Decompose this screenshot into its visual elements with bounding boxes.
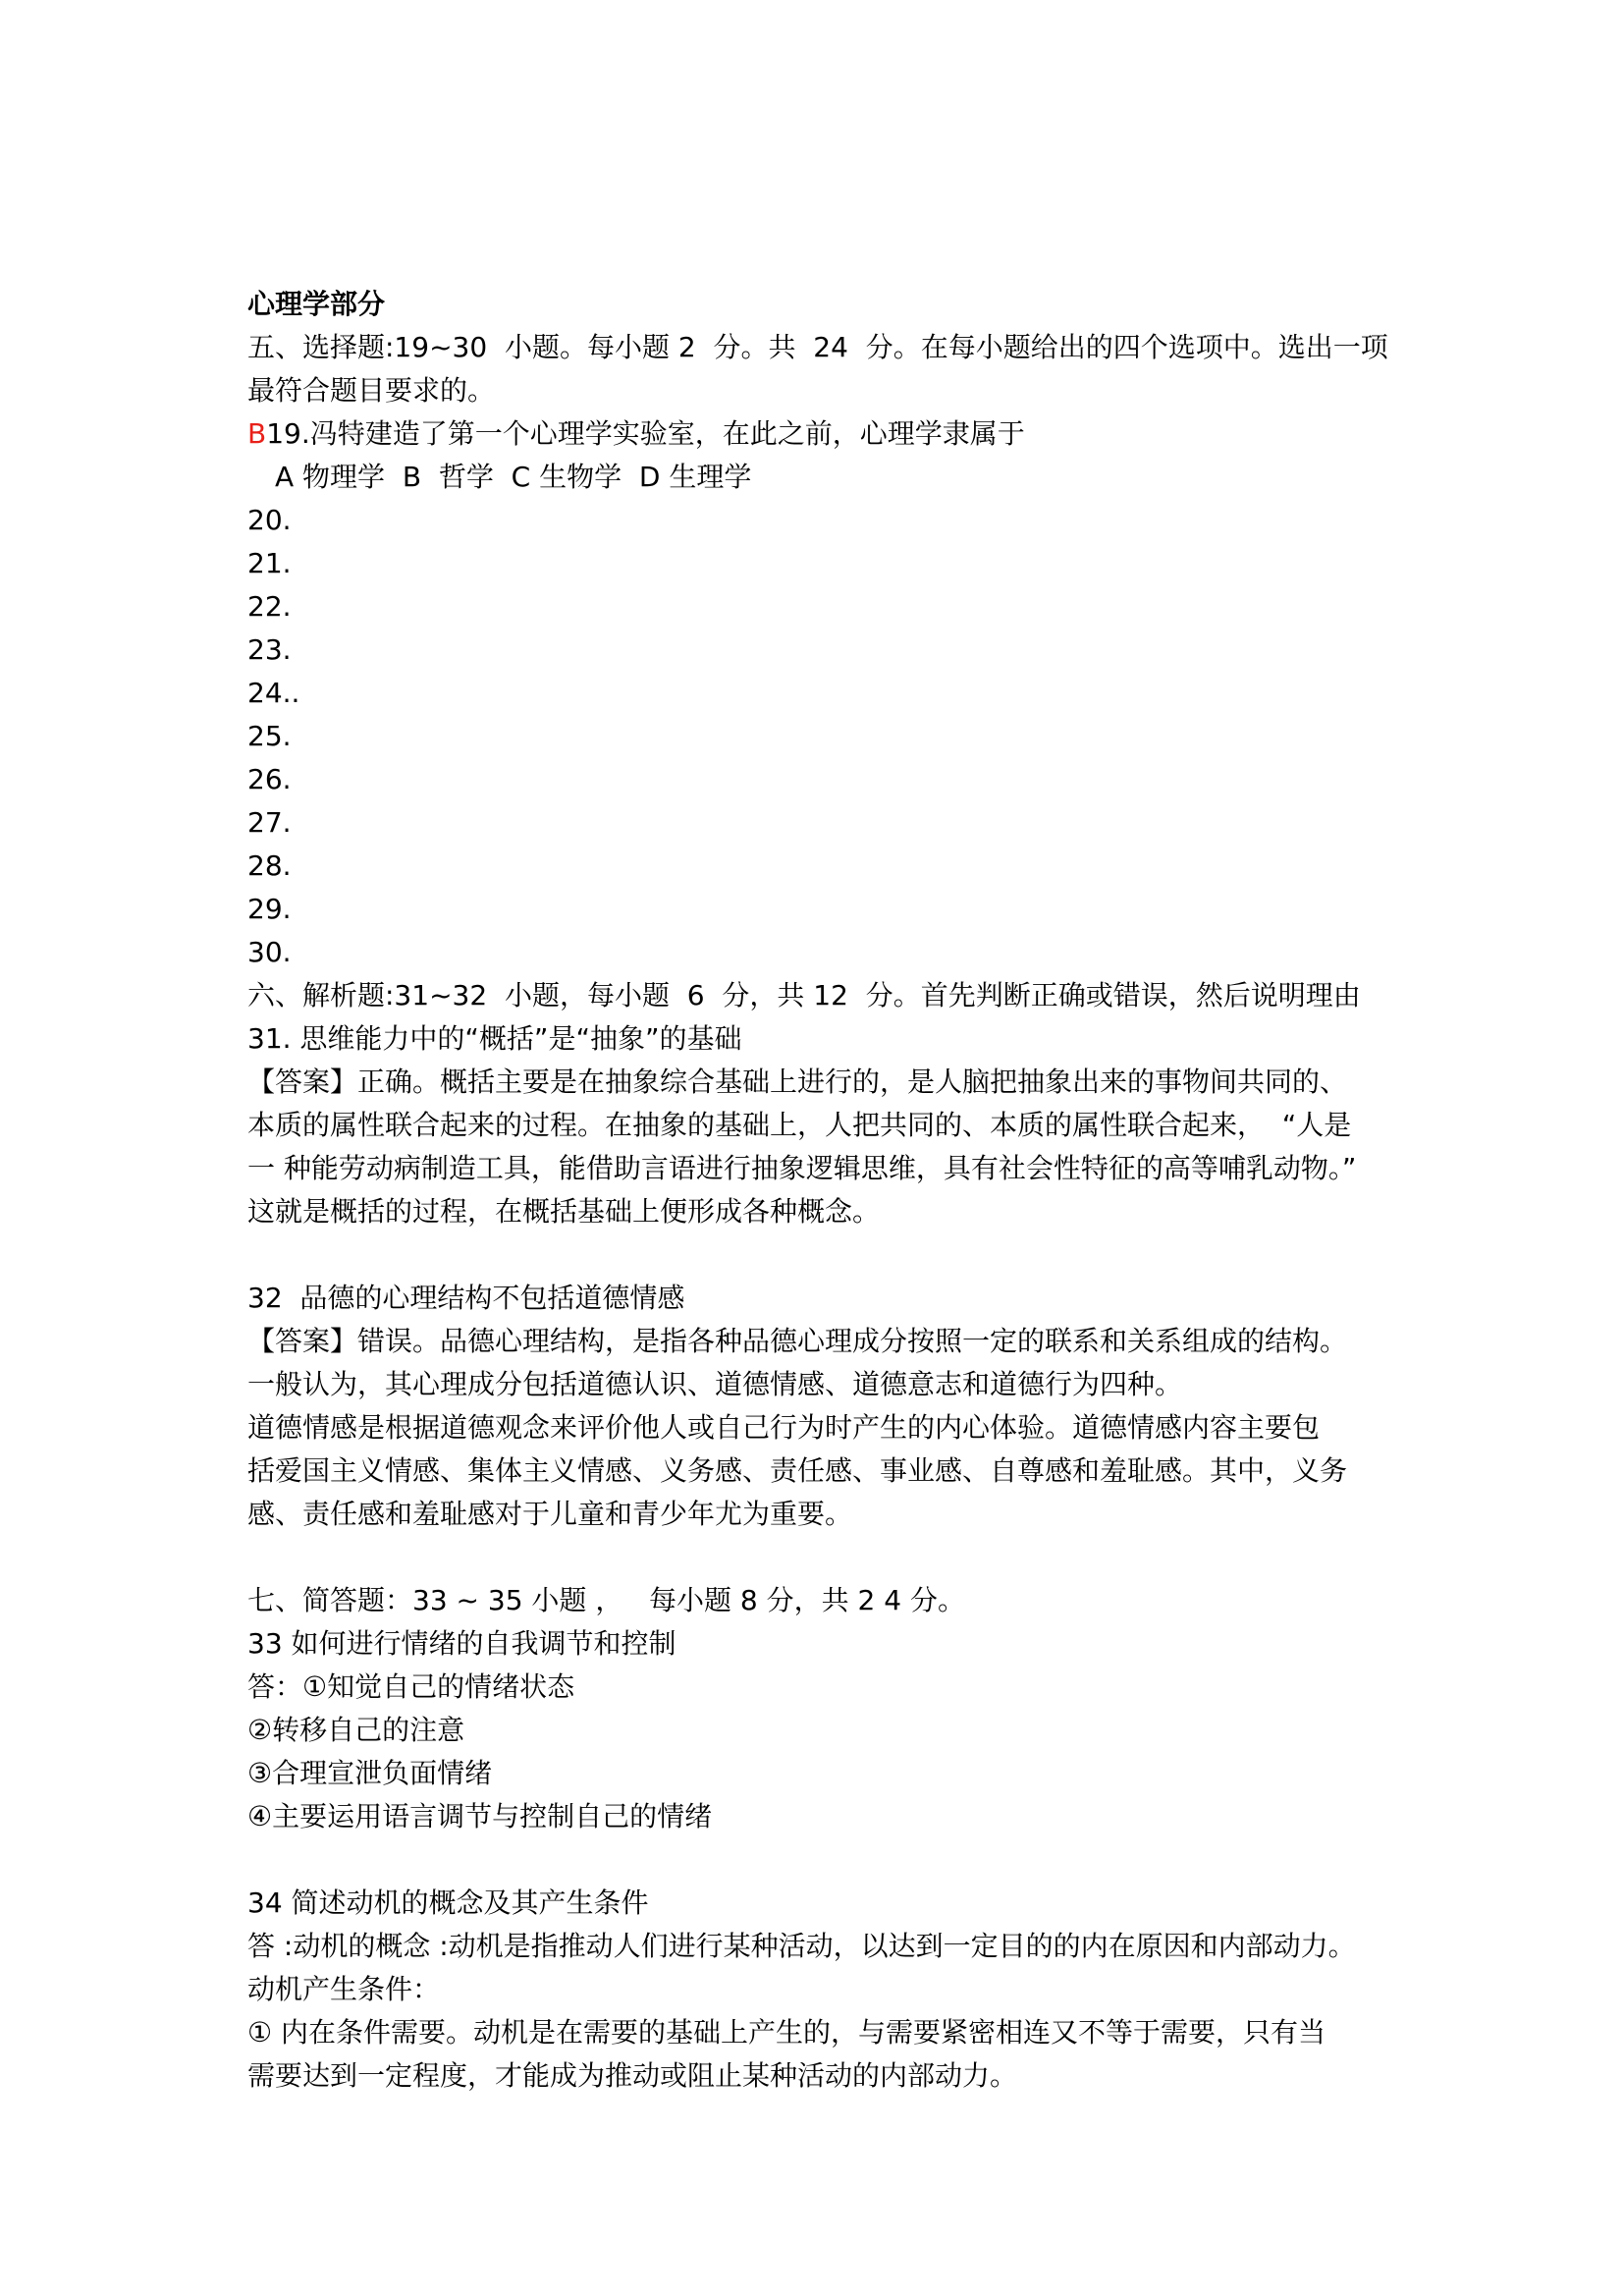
answer-31-line: 这就是概括的过程，在概括基础上便形成各种概念。 <box>247 1195 881 1228</box>
answer-31-line: 本质的属性联合起来的过程。在抽象的基础上，人把共同的、本质的属性联合起来， “人是 <box>247 1109 1352 1141</box>
question-number-28: 28. <box>247 849 292 882</box>
question-number-25: 25. <box>247 720 292 752</box>
answer-32-line: 感、责任感和羞耻感对于儿童和青少年尤为重要。 <box>247 1498 853 1530</box>
question-19 <box>247 412 1391 456</box>
answer-32-line: 一般认为，其心理成分包括道德认识、道德情感、道德意志和道德行为四种。 <box>247 1368 1183 1400</box>
answer-32-line: 【答案】错误。品德心理结构，是指各种品德心理成分按照一定的联系和关系组成的结构。 <box>247 1325 1348 1357</box>
question-number-22: 22. <box>247 590 292 623</box>
question-number-30: 30. <box>247 936 292 968</box>
answer-32-line: 道德情感是根据道德观念来评价他人或自己行为时产生的内心体验。道德情感内容主要包 <box>247 1411 1321 1444</box>
section-title: 心理学部分 <box>247 288 386 320</box>
part6-heading: 六、解析题:31~32 小题，每小题 6 分，共 12 分。首先判断正确或错误，然后说明理由 <box>247 979 1361 1011</box>
question-19-answer: B <box>247 417 267 450</box>
question-19-text: 19.冯特建造了第一个心理学实验室，在此之前，心理学隶属于 <box>266 417 1025 450</box>
answer-33-line: ②转移自己的注意 <box>247 1714 465 1746</box>
answer-34-line: 需要达到一定程度，才能成为推动或阻止某种活动的内部动力。 <box>247 2059 1018 2092</box>
answer-32-line: 括爱国主义情感、集体主义情感、义务感、责任感、事业感、自尊感和羞耻感。其中，义务 <box>247 1454 1348 1487</box>
question-number-21: 21. <box>247 547 292 579</box>
part5-heading-line1: 五、选择题:19~30 小题。每小题 2 分。共 24 分。在每小题给出的四个选项中。选出一项 <box>247 331 1388 363</box>
answer-31-line: 一 种能劳动病制造工具，能借助言语进行抽象逻辑思维，具有社会性特征的高等哺乳动物。” <box>247 1152 1357 1184</box>
spacer <box>247 1536 1391 1579</box>
question-19-options: A 物理学 B 哲学 C 生物学 D 生理学 <box>275 461 752 493</box>
answer-33-line: ④主要运用语言调节与控制自己的情绪 <box>247 1800 713 1832</box>
question-number-20: 20. <box>247 504 292 536</box>
question-number-24: 24.. <box>247 677 300 709</box>
answer-31-line: 【答案】正确。概括主要是在抽象综合基础上进行的，是人脑把抽象出来的事物间共同的、 <box>247 1066 1348 1098</box>
question-31: 31. 思维能力中的“概括”是“抽象”的基础 <box>247 1022 742 1055</box>
answer-33-line: 答：①知觉自己的情绪状态 <box>247 1670 575 1703</box>
question-number-27: 27. <box>247 806 292 839</box>
question-32: 32 品德的心理结构不包括道德情感 <box>247 1282 685 1314</box>
part7-heading: 七、简答题：33 ~ 35 小题 ， 每小题 8 分，共 2 4 分。 <box>247 1584 965 1616</box>
question-33: 33 如何进行情绪的自我调节和控制 <box>247 1627 676 1660</box>
answer-34-line: 动机产生条件： <box>247 1973 441 2005</box>
part5-heading-line2: 最符合题目要求的。 <box>247 374 496 407</box>
spacer <box>247 1838 1391 1882</box>
spacer <box>247 1233 1391 1277</box>
question-number-29: 29. <box>247 893 292 925</box>
question-number-26: 26. <box>247 763 292 795</box>
question-number-23: 23. <box>247 633 292 666</box>
document-body <box>247 283 1391 2098</box>
answer-33-line: ③合理宣泄负面情绪 <box>247 1757 493 1789</box>
question-34: 34 简述动机的概念及其产生条件 <box>247 1886 649 1919</box>
answer-34-line: ① 内在条件需要。动机是在需要的基础上产生的，与需要紧密相连又不等于需要，只有当 <box>247 2016 1326 2049</box>
answer-34-line: 答 :动机的概念 :动机是指推动人们进行某种活动，以达到一定目的的内在原因和内部动力。 <box>247 1930 1356 1962</box>
